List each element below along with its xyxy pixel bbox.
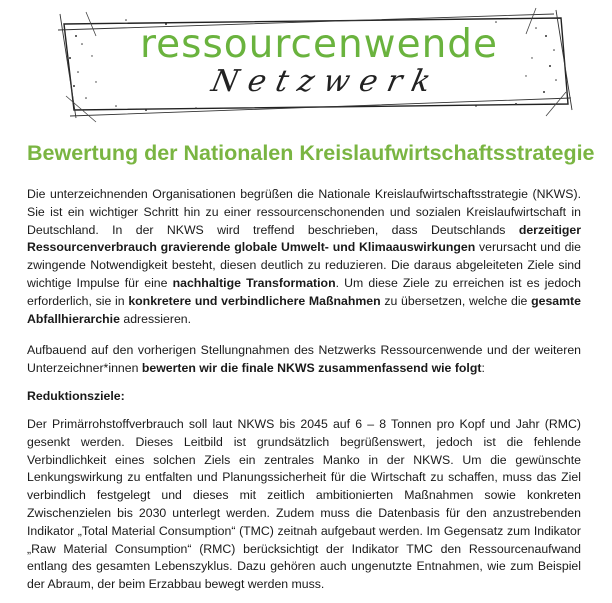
summary-paragraph — [27, 342, 581, 378]
text-run: adressieren. — [119, 311, 192, 326]
page-title: Bewertung der Nationalen Kreislaufwirtschaftsstrategie — [27, 141, 595, 165]
text-run: . Um diese Ziele zu erreichen ist es jedoch erforderlich, sie in — [27, 275, 581, 308]
bold-run: bewerten wir die finale NKWS zusammenfassend wie folgt — [141, 360, 482, 375]
text-run: zu übersetzen, welche die — [380, 293, 532, 308]
text-run: verursacht und die zwingende Notwendigkeit besteht, diesen deutlich zu reduzieren. Die daraus abgeleiteten Ziele sind wichtige Impulse für eine — [27, 240, 581, 290]
reduction-targets-paragraph: Der Primärrohstoffverbrauch soll laut NKWS bis 2045 auf 6 – 8 Tonnen pro Kopf und Jahr (RMC) gesenkt werden. Dieses Leitbild ist grundsätzlich begrüßenswert, jedoch ist die fehlende Verbindlichkeit eines solchen Ziels ein zentrales Manko in der NKWS. Um die gewünschte Lenkungswirkung zu entfalten und Planungssicherheit für die Wirtschaft zu schaffen, muss das Ziel verbindlich festgelegt und dieses mit zeitlich ambitionierten Maßnahmen sowie konkreten Zwischenzielen bis 2030 unterlegt werden. Zudem muss die Datenbasis für den anzustrebenden Indikator „Total Material Consumption“ (TMC) zeitnah aufgebaut werden. Im Gegensatz zum Indikator „Raw Material Consumption“ (RMC) berücksichtigt der Indikator TMC den Ressourcenaufwand entlang des gesamten Lebenszyklus. Dazu gehören auch ungenutzte Entnahmen, wie zum Beispiel der Abraum, der beim Erzabbau bewegt werden muss. — [27, 417, 581, 592]
intro-paragraph — [27, 186, 581, 328]
section-heading — [27, 388, 581, 406]
bold-run: gesamte Abfallhierarchie — [27, 293, 581, 326]
bold-run: nachhaltige Transformation — [172, 275, 336, 290]
logo-subtitle: Netzwerk — [208, 64, 444, 99]
ressourcenwende-logo — [56, 6, 576, 124]
text-run: Aufbauend auf den vorherigen Stellungnahmen des Netzwerks Ressourcenwende und der weiteren Unterzeichner*innen — [27, 343, 581, 375]
text-run: Die unterzeichnenden Organisationen begrüßen die Nationale Kreislaufwirtschaftsstrategie (NKWS). Sie ist ein wichtiger Schritt hin zu einer ressourcenschonenden und sozialen Kreislaufwirtschaft in Deutschland. In der NKWS wird treffend beschrieben, dass Deutschlands — [27, 187, 581, 237]
section-heading-text: Reduktionsziele: — [27, 389, 125, 403]
bold-run: derzeitiger Ressourcenverbrauch gravierende globale Umwelt- und Klimaauswirkungen — [27, 222, 581, 255]
text-run: : — [481, 360, 485, 375]
bold-run: konkretere und verbindlichere Maßnahmen — [128, 293, 381, 308]
logo-wordmark: ressourcenwende — [139, 22, 499, 67]
